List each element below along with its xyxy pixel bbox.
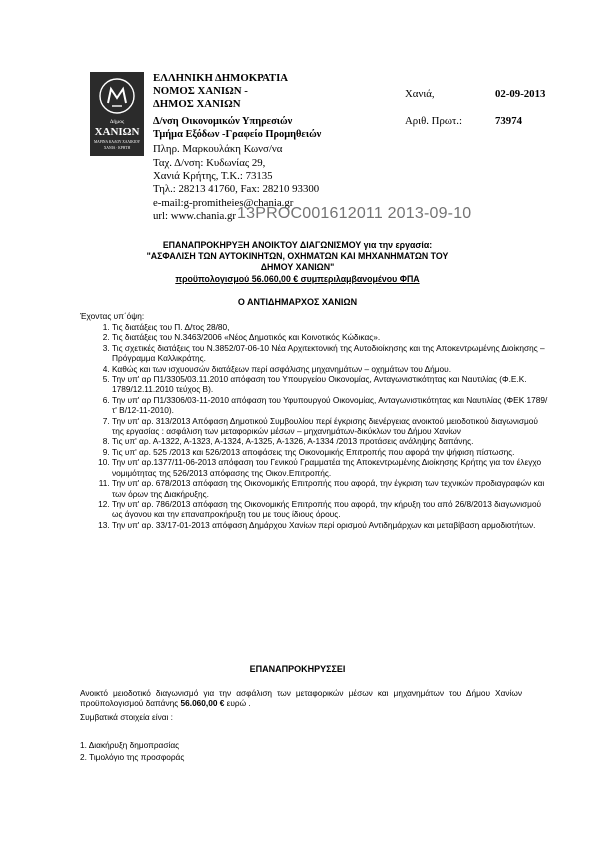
list-item: 5. Την υπ' αρ Π1/3305/03.11.2010 απόφαση του Υπουργείου Οικονομίας, Ανταγωνιστικότητας και Ναυτιλίας (Φ.Ε.Κ. 1789/12.11.2010 τεύχος Β).: [112, 374, 552, 395]
list-item: 13. Την υπ' αρ. 33/17-01-2013 απόφαση Δημάρχου Χανίων περί ορισμού Αντιδημάρχων και μεταβίβαση αρμοδιοτήτων.: [112, 520, 552, 530]
municipality-logo: [90, 72, 144, 156]
place: Χανιά,: [405, 88, 435, 100]
list-item: 1. Τις διατάξεις του Π. Δ/τος 28/80,: [112, 322, 552, 332]
title-budget: προϋπολογισμού 56.060,00 € συμπεριλαμβανομένου ΦΠΑ: [175, 274, 420, 284]
paragraph-text-2: ευρώ .: [224, 698, 251, 709]
considerations-list: [92, 322, 552, 530]
list-item: 12. Την υπ' αρ. 786/2013 απόφαση της Οικονομικής Επιτροπής που αφορά, την κήρυξη του από 26/8/2013 διαγωνισμού ως άγονου και την επαναπροκήρυξη του με τους ίδιους όρους.: [112, 499, 552, 520]
date: 02-09-2013: [495, 88, 546, 100]
municipality: ΔΗΜΟΣ ΧΑΝΙΩΝ: [153, 98, 241, 110]
list-item: 1. Διακήρυξη δημοπρασίας: [80, 740, 180, 750]
logo-text-4: ΧΑΝΙΑ · ΚΡΗΤΗ: [103, 146, 131, 150]
city: Χανιά Κρήτης, Τ.Κ.: 73135: [153, 170, 273, 182]
prefecture: ΝΟΜΟΣ ΧΑΝΙΩΝ -: [153, 85, 248, 97]
department: Τμήμα Εξόδων -Γραφείο Προμηθειών: [153, 129, 322, 140]
budget-amount: 56.060,00 €: [180, 698, 225, 709]
contract-elements-list: [80, 739, 520, 763]
republic: ΕΛΛΗΝΙΚΗ ΔΗΜΟΚΡΑΤΙΑ: [153, 72, 289, 84]
phone: Τηλ.: 28213 41760, Fax: 28210 93300: [153, 183, 320, 195]
list-item: 2. Τις διατάξεις του Ν.3463/2006 «Νέος Δημοτικός και Κοινοτικός Κώδικας».: [112, 332, 552, 342]
logo-text-1: Δήμος: [109, 119, 125, 125]
contract-elements-label: Συμβατικά στοιχεία είναι :: [80, 712, 173, 722]
section-heading: ΕΠΑΝΑΠΡΟΚΗΡΥΣΣΕΙ: [249, 664, 346, 674]
list-item: 4. Καθώς και των ισχυουσών διατάξεων περί ασφάλισης μηχανημάτων – οχημάτων του Δήμου.: [112, 364, 552, 374]
info-person: Πληρ. Μαρκουλάκη Κωνσ/να: [153, 143, 283, 155]
title-line-3: ΔΗΜΟΥ ΧΑΝΙΩΝ": [260, 262, 335, 272]
list-item: 10. Την υπ' αρ.1377/11-06-2013 απόφαση του Γενικού Γραμματέα της Αποκεντρωμένης Διοίκησης Κρήτης για τον έλεγχο νομιμότητας της 526/2013 απόφασης της Οικον.Επιτροπής.: [112, 457, 552, 478]
list-item: 7. Την υπ' αρ. 313/2013 Απόφαση Δημοτικού Συμβουλίου περί έγκρισης διενέργειας ανοικτού μειοδοτικού διαγωνισμού της εργασίας : ασφάλιση των μεταφορικών μέσων – μηχανημάτων-δικύκλων του Δήμου Χανίων: [112, 416, 552, 437]
deputy-mayor-heading: Ο ΑΝΤΙΔΗΜΑΡΧΟΣ ΧΑΝΙΩΝ: [237, 297, 358, 307]
email: e-mail:g-promitheies@chania.gr: [153, 197, 294, 209]
title-line-2: "ΑΣΦΑΛΙΣΗ ΤΩΝ ΑΥΤΟΚΙΝΗΤΩΝ, ΟΧΗΜΑΤΩΝ ΚΑΙ ΜΗΧΑΝΗΜΑΤΩΝ ΤΟΥ: [146, 251, 449, 261]
url: url: www.chania.gr: [153, 210, 236, 222]
title-line-1: ΕΠΑΝΑΠΡΟΚΗΡΥΞΗ ΑΝΟΙΚΤΟΥ ΔΙΑΓΩΝΙΣΜΟΥ για την εργασία:: [162, 240, 433, 250]
intro-text: Έχοντας υπ΄όψη:: [80, 311, 145, 321]
protocol-label: Αριθ. Πρωτ.:: [405, 115, 462, 127]
monogram-icon: [97, 76, 137, 116]
paragraph-text-1: Ανοικτό μειοδοτικό διαγωνισμό για την ασφάλιση των μεταφορικών μέσων και μηχανημάτων του Δήμου Χανίων προϋπολογισμού δαπάνης: [80, 688, 522, 709]
list-item: 9. Τις υπ' αρ. 525 /2013 και 526/2013 αποφάσεις της Οικονομικής Επιτροπής που αφορά την ψήφιση πίστωσης.: [112, 447, 552, 457]
list-item: 3. Τις σχετικές διατάξεις του Ν.3852/07-06-10 Νέα Αρχιτεκτονική της Αυτοδιοίκησης και της Αποκεντρωμένης Διοίκησης – Πρόγραμμα Καλλικράτης.: [112, 343, 552, 364]
main-paragraph: [80, 688, 522, 709]
logo-text-2: ΧΑΝΙΩΝ: [94, 126, 140, 138]
list-item: 8. Τις υπ' αρ. Α-1322, Α-1323, Α-1324, Α-1325, Α-1326, Α-1334 /2013 προτάσεις ανάληψης δαπάνης.: [112, 436, 552, 446]
protocol-number: 73974: [495, 115, 522, 127]
address: Ταχ. Δ/νση: Κυδωνίας 29,: [153, 157, 266, 169]
ada-stamp: 13PROC001612011 2013-09-10: [237, 205, 472, 222]
list-item: 6. Την υπ' αρ Π1/3306/03-11-2010 απόφαση του Υφυπουργού Οικονομίας, Ανταγωνιστικότητας και Ναυτιλίας (ΦΕΚ 1789/τ' Β/12-11-2010).: [112, 395, 552, 416]
list-item: 2. Τιμολόγιο της προσφοράς: [80, 752, 185, 762]
directorate: Δ/νση Οικονομικών Υπηρεσιών: [153, 116, 293, 127]
list-item: 11. Την υπ' αρ. 678/2013 απόφαση της Οικονομικής Επιτροπής που αφορά, την έγκριση των τεχνικών προδιαγραφών και των όρων της Διακήρυξης.: [112, 478, 552, 499]
logo-text-3: ΜΑΡΙΝΑ ΚΑΛΟΥ ΧΑΛΙΚΙΟΥ: [93, 140, 141, 144]
